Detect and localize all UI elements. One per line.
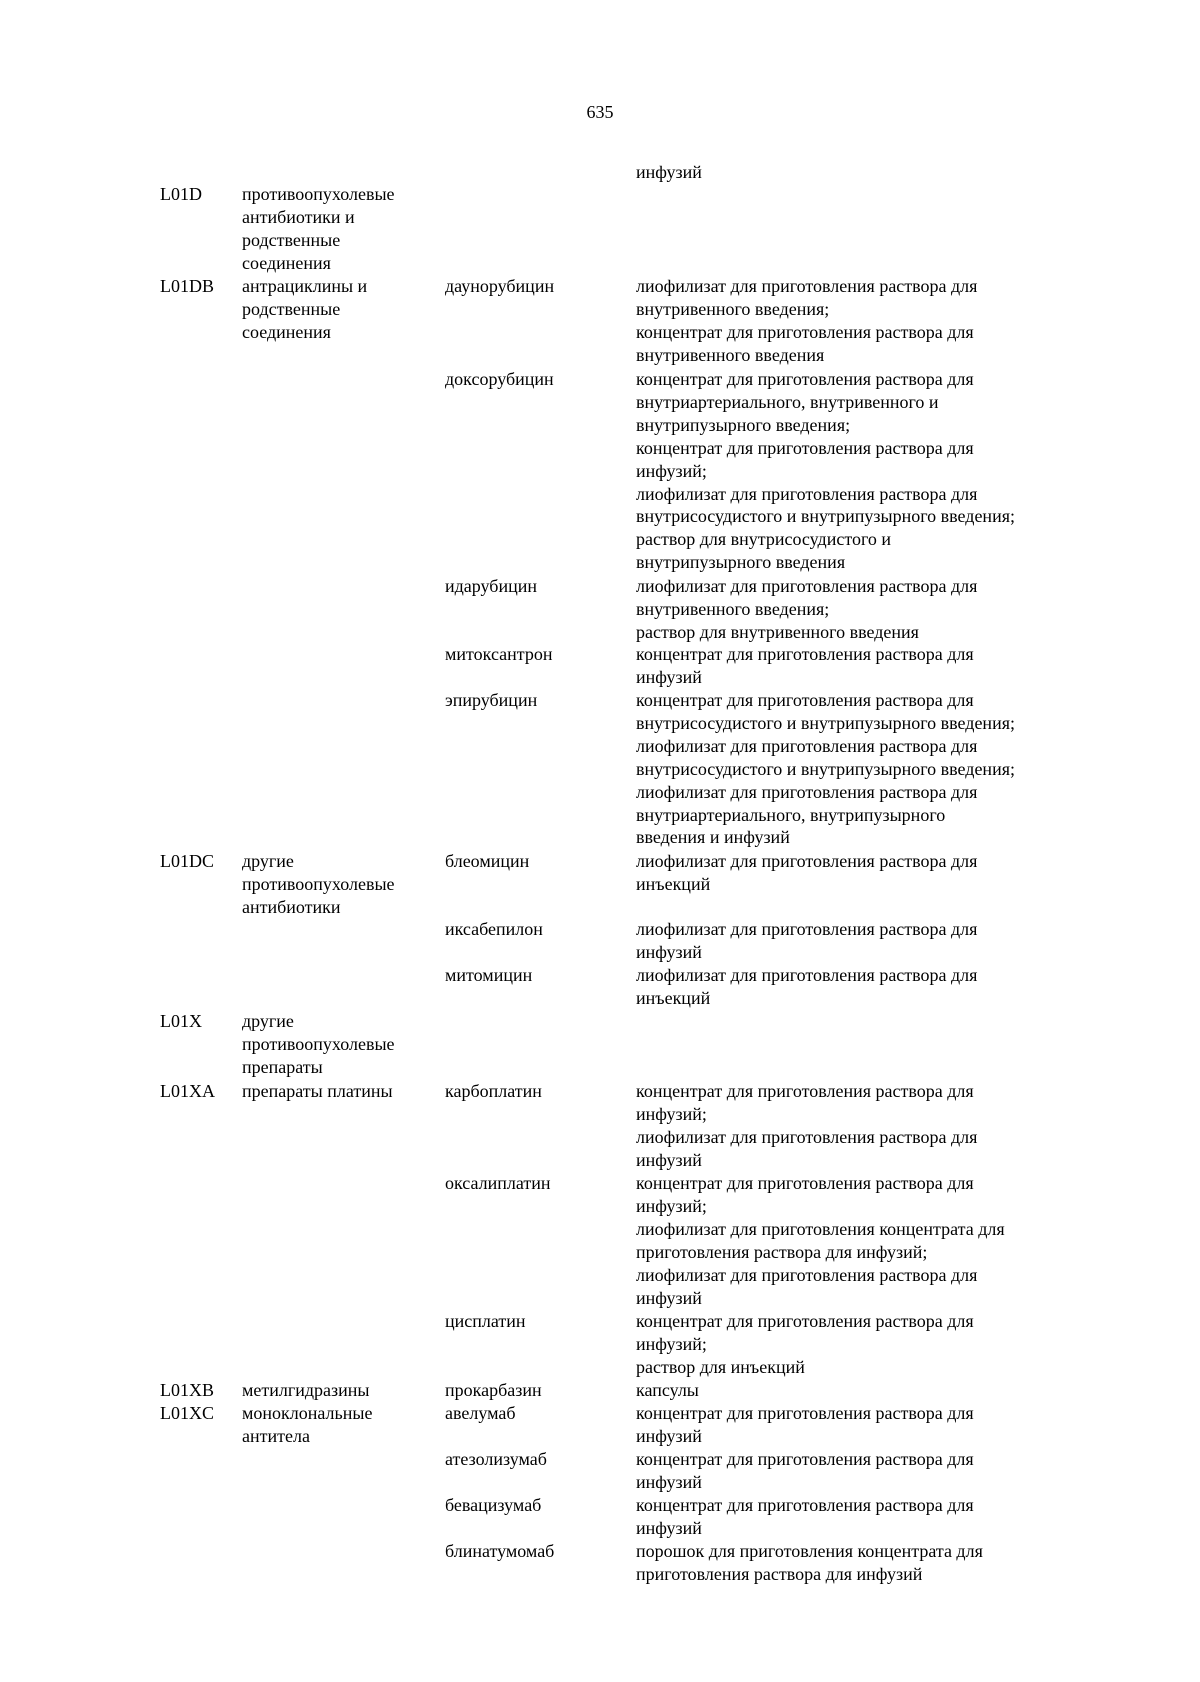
drug-name: прокарбазин	[445, 1380, 542, 1400]
table-row	[0, 1172, 1200, 1310]
dosage-form: концентрат для приготовления раствора для инфузий	[636, 644, 974, 687]
table-row	[0, 850, 1200, 918]
atc-code: L01DB	[160, 276, 214, 296]
table-row	[0, 964, 1200, 1010]
table-row	[0, 368, 1200, 575]
table-row	[0, 161, 1200, 183]
group-name: антрациклины и родственные соединения	[242, 276, 368, 342]
table-row	[0, 183, 1200, 275]
table-row	[0, 1540, 1200, 1586]
drug-name: цисплатин	[445, 1311, 526, 1331]
dosage-form: лиофилизат для приготовления раствора для инъекций	[636, 965, 978, 1008]
dosage-form: концентрат для приготовления раствора для инфузий	[636, 1449, 974, 1492]
dosage-form: концентрат для приготовления раствора для инфузий; лиофилизат для приготовления раствора для инфузий	[636, 1081, 978, 1170]
drug-name: доксорубицин	[445, 369, 554, 389]
drug-name: митоксантрон	[445, 644, 553, 664]
drug-name: эпирубицин	[445, 690, 538, 710]
group-name: метилгидразины	[242, 1380, 370, 1400]
group-name: другие противоопухолевые антибиотики	[242, 851, 395, 917]
page-number: 635	[586, 102, 614, 122]
group-name: препараты платины	[242, 1081, 393, 1101]
dosage-form: лиофилизат для приготовления раствора для инфузий	[636, 919, 978, 962]
group-name: противоопухолевые антибиотики и родственные соединения	[242, 184, 395, 273]
dosage-form: концентрат для приготовления раствора для инфузий	[636, 1495, 974, 1538]
table-row	[0, 275, 1200, 368]
table-row	[0, 689, 1200, 850]
table-row	[0, 1010, 1200, 1080]
dosage-form: инфузий	[636, 162, 702, 182]
drug-table	[0, 161, 1200, 1586]
drug-name: оксалиплатин	[445, 1173, 551, 1193]
drug-name: даунорубицин	[445, 276, 555, 296]
table-row	[0, 1448, 1200, 1494]
table-row	[0, 1310, 1200, 1379]
dosage-form: лиофилизат для приготовления раствора для внутривенного введения; раствор для внутривенного введения	[636, 576, 978, 642]
drug-name: карбоплатин	[445, 1081, 542, 1101]
atc-code: L01D	[160, 184, 202, 204]
group-name: другие противоопухолевые препараты	[242, 1011, 395, 1077]
group-name: моноклональные антитела	[242, 1403, 373, 1446]
dosage-form: порошок для приготовления концентрата для приготовления раствора для инфузий	[636, 1541, 983, 1584]
dosage-form: концентрат для приготовления раствора для инфузий; раствор для инъекций	[636, 1311, 974, 1377]
table-row	[0, 575, 1200, 643]
table-row	[0, 1080, 1200, 1172]
drug-name: митомицин	[445, 965, 533, 985]
drug-name: блеомицин	[445, 851, 530, 871]
atc-code: L01X	[160, 1011, 202, 1031]
table-row	[0, 1379, 1200, 1402]
dosage-form: концентрат для приготовления раствора для инфузий; лиофилизат для приготовления концентрата для приготовления раствора для инфузий; лиофилизат для приготовления раствора для инфузий	[636, 1173, 1005, 1308]
table-row	[0, 1494, 1200, 1540]
dosage-form: концентрат для приготовления раствора для внутриартериального, внутривенного и внутрипузырного введения; концентрат для приготовления раствора для инфузий; лиофилизат для приготовления раствора для внутрисосудистого и внутрипузырного введения; раствор для внутрисосудистого и внутрипузырного введения	[636, 369, 1015, 573]
drug-name: идарубицин	[445, 576, 537, 596]
drug-name: атезолизумаб	[445, 1449, 547, 1469]
table-row	[0, 918, 1200, 964]
dosage-form: концентрат для приготовления раствора для инфузий	[636, 1403, 974, 1446]
dosage-form: капсулы	[636, 1380, 699, 1400]
dosage-form: лиофилизат для приготовления раствора для инъекций	[636, 851, 978, 894]
drug-name: блинатумомаб	[445, 1541, 555, 1561]
drug-name: иксабепилон	[445, 919, 543, 939]
atc-code: L01XA	[160, 1081, 215, 1101]
dosage-form: лиофилизат для приготовления раствора для внутривенного введения; концентрат для приготовления раствора для внутривенного введения	[636, 276, 978, 365]
atc-code: L01XB	[160, 1380, 214, 1400]
table-row	[0, 1402, 1200, 1448]
atc-code: L01XC	[160, 1403, 214, 1423]
drug-name: авелумаб	[445, 1403, 516, 1423]
table-row	[0, 643, 1200, 689]
dosage-form: концентрат для приготовления раствора для внутрисосудистого и внутрипузырного введения; лиофилизат для приготовления раствора для внутрисосудистого и внутрипузырного введения; лиофилизат для приготовления раствора для внутриартериального, внутрипузырного введения и инфузий	[636, 690, 1015, 848]
drug-name: бевацизумаб	[445, 1495, 542, 1515]
atc-code: L01DC	[160, 851, 214, 871]
